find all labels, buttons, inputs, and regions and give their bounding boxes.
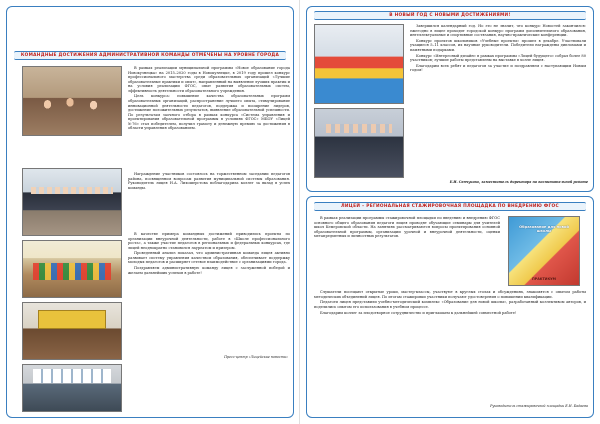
paragraph: Поздравляем административную команду лицея с заслуженной победой и желаем дальнейших успехов в работе!	[128, 266, 290, 275]
photo-exhibition-stand	[22, 364, 122, 412]
left-article-top	[128, 66, 290, 170]
photo-classroom	[22, 240, 122, 298]
right-article-bottom	[314, 290, 586, 400]
paragraph: Благодарим всех ребят и педагогов за участие и поздравляем с наступающим Новым годом!	[410, 63, 586, 73]
photo-exhibition-booth	[22, 302, 122, 360]
paragraph: Завершился календарный год. Но это не значит, что конкурс Новостей закончился: ежегодно в лицее проходит городской конкурс программ дополнительного образования, интеллектуальные и спортивные состязания, научно-практические конференции.	[410, 24, 586, 38]
paragraph: Проведенный анализ показал, что административная команда лицея активно развивает систему управления качеством образования, обеспечивает поддержку молодых педагогов и расширяет сетевое взаимодействие с организациями города.	[128, 251, 290, 265]
photo-book-cover	[508, 216, 580, 286]
photo-children	[22, 66, 122, 136]
right-caption-bottom: Руководитель стажировочной площадки Е.Н. Бадаева	[490, 404, 588, 408]
paragraph: Награждение участников состоялось на торжественном заседании педагогов района, посвященном вопросам развития муниципальной системы образования. Руководитель лицея Н.А. Лихошерстова поблагодарила коллег за вклад в успех команды.	[128, 172, 290, 190]
right-caption-top: Е.И. Сенчукова, заместитель директора по воспитательной работе	[449, 180, 588, 184]
paragraph: Конкурс проектов школьников «Учебные проекты» прошел в декабре. Участвовали учащиеся 5–11 классов, их научные руководители. Победители награждены дипломами и памятными подарками.	[410, 38, 586, 52]
paragraph: В рамках реализации муниципальной программы «Новое образование города Новокузнецка» на 2015–2020 годы в Новокузнецке, в 2019 году прошел конкурс профессионального мастерства среди образовательных организаций «Лучшие образовательные практики и опыт», направленный на выявление лучших практик и на условия реализации ФГОС, опыт развития образовательных систем, эффективность деятельности образовательного учреждения.	[128, 66, 290, 93]
paragraph: В качестве примера командных достижений приводились проекты по организации внеурочной деятельности, работе в «Школе профессионального роста», а также участие педагогов в региональных и федеральных конкурсах, где лицей неоднократно становился лауреатом и призером.	[128, 232, 290, 250]
left-article-low	[128, 232, 290, 342]
right-article-bottom-top	[314, 216, 500, 286]
right-headline-bottom: ЛИЦЕЙ – РЕГИОНАЛЬНАЯ СТАЖИРОВОЧНАЯ ПЛОЩАДКА ПО ВНЕДРЕНИЮ ФГОС	[314, 202, 586, 211]
photo-lego-building	[314, 24, 404, 104]
right-headline-top: В НОВЫЙ ГОД С НОВЫМИ ДОСТИЖЕНИЯМИ!	[314, 11, 586, 20]
paragraph: Слушатели посещают открытые уроки, мастер-классы, участвуют в круглых столах и обсуждениях, знакомятся с опытом работы методических объединений лицея. По итогам стажировки участники получают удостоверения о повышении квалификации.	[314, 290, 586, 299]
left-article-mid	[128, 172, 290, 230]
right-page	[300, 0, 600, 424]
paragraph: Педагоги лицея представили учебно-методический комплекс «Образование для новой школы», разработанный коллективом авторов, и поделились опытом его использования в учебном процессе.	[314, 300, 586, 309]
photo-group	[22, 168, 122, 236]
paragraph: В рамках реализации программы стажировочной площадки по введению и внедрению ФГОС основного общего образования педагоги лицея проводят обучающие семинары для учителей школ Кемеровской области. На занятиях рассматриваются вопросы проектирования основной образовательной программы, организации урочной и внеурочной деятельности, оценки метапредметных и личностных результатов.	[314, 216, 500, 239]
paragraph: Цель конкурса: повышение качества образовательных программ образовательных организаций, распространение лучшего опыта, стимулирование инновационной деятельности педагогов, поддержка и поощрение лидеров, достижение положительных результатов, выявление образовательной успешности. По результатам заочного отбора в рамках конкурса «Система управления и проектирования образовательной программы в условиях ФГОС» МБОУ «Лицей №76» стал победителем, получил грамоту и денежную премию за достижения в области управления образованием.	[128, 94, 290, 131]
left-caption: Пресс-центр «Лицейские новости»	[224, 355, 288, 359]
left-headline: КОМАНДНЫЕ ДОСТИЖЕНИЯ АДМИНИСТРАТИВНОЙ КОМАНДЫ ОТМЕЧЕНЫ НА УРОВНЕ ГОРОДА	[14, 51, 286, 60]
photo-award-group	[314, 108, 404, 178]
paragraph: Конкурс «Интересный дизайн» в рамках программы «Лицей будущего» собрал более 80 участников; лучшие работы представлены на выставке в холле лицея.	[410, 53, 586, 63]
right-article-top	[410, 24, 586, 174]
book-title: Образование для новой школы	[519, 225, 569, 234]
book-subtitle: ПРАКТИКУМ	[532, 277, 556, 281]
paragraph: Благодарим коллег за плодотворное сотрудничество и приглашаем к дальнейшей совместной работе!	[320, 310, 517, 315]
